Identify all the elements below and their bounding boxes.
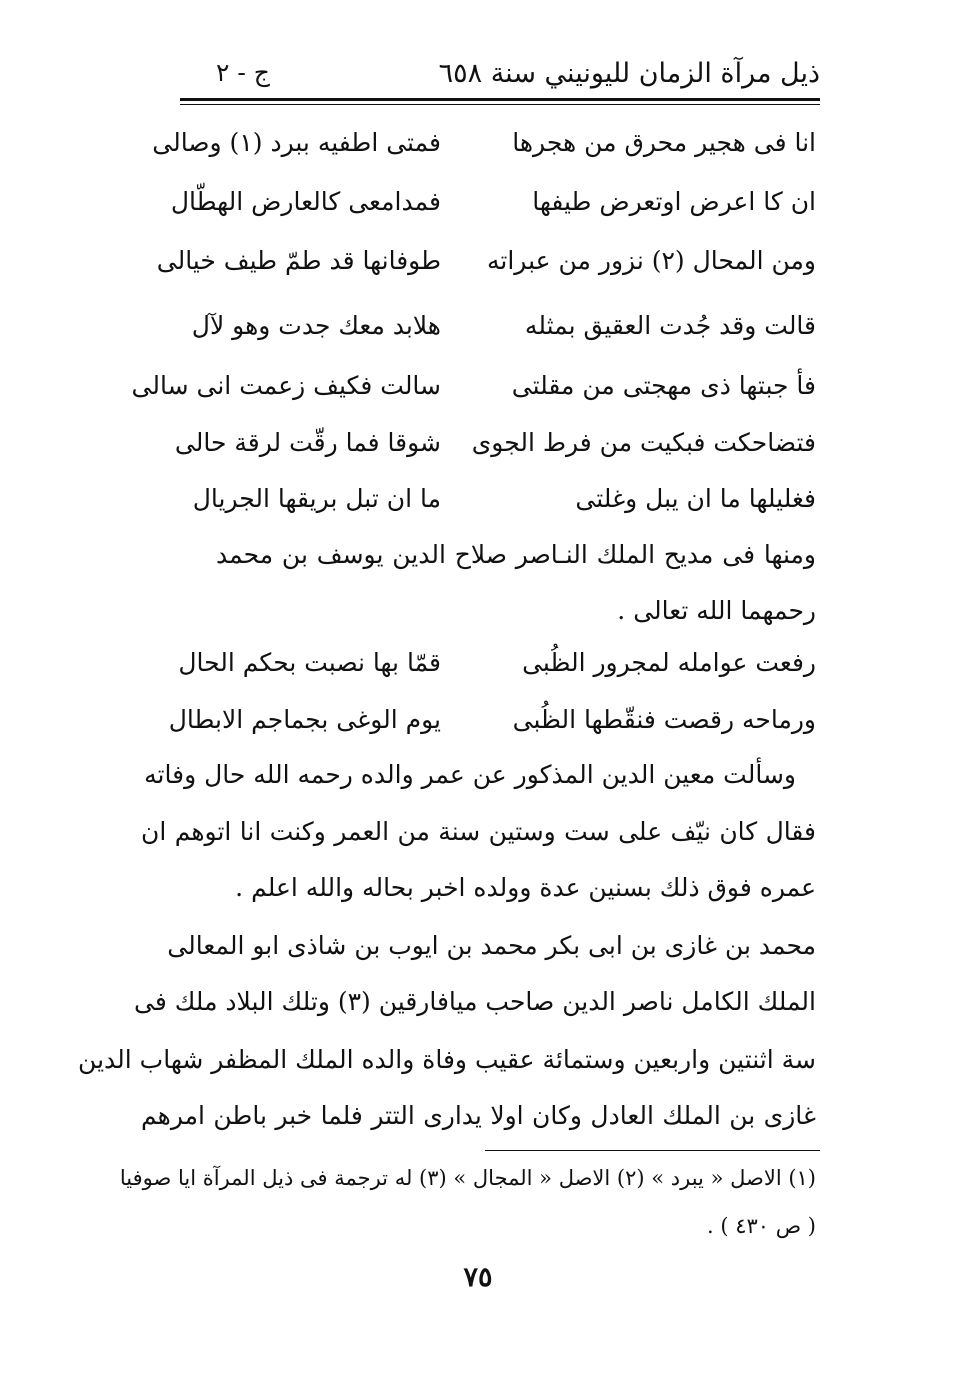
- paragraph2-line-1: محمد بن غازى بن ابى بكر محمد بن ايوب بن شاذى ابو المعالى: [167, 931, 816, 960]
- header-rule: [180, 98, 820, 101]
- paragraph1-line-3: عمره فوق ذلك بسنين عدة وولده اخبر بحاله والله اعلم .: [235, 873, 816, 902]
- poem1-verse-6-first-hemistich: فتضاحكت فبكيت من فرط الجوى: [471, 428, 816, 457]
- poem1-verse-7-first-hemistich: فغليلها ما ان يبل وغلتى: [575, 484, 816, 513]
- running-header: [180, 50, 820, 96]
- footnote-line-2: ( ص ٤٣٠ ) .: [707, 1214, 816, 1238]
- footnote-line-1: (١) الاصل « يبرد » (٢) الاصل « المجال » (٣) له ترجمة فى ذيل المرآة ايا صوفيا: [119, 1166, 816, 1190]
- poem1-verse-5-first-hemistich: فأ جبتها ذى مهجتى من مقلتى: [511, 371, 816, 400]
- poem1-verse-4-first-hemistich: قالت وقد جُدت العقيق بمثله: [524, 311, 816, 340]
- poem1-verse-4-second-hemistich: هلابد معك جدت وهو لآل: [191, 311, 441, 340]
- poem1-verse-2-first-hemistich: ان كا اعرض اوتعرض طيفها: [532, 187, 816, 216]
- poem2-intro-line-1: ومنها فى مديح الملك النـاصر صلاح الدين يوسف بن محمد: [216, 540, 816, 569]
- poem2-verse-1-first-hemistich: رفعت عوامله لمجرور الظُبى: [522, 648, 816, 677]
- poem2-intro-line-2: رحمهما الله تعالى .: [617, 596, 816, 625]
- page-number: ٧٥: [463, 1262, 493, 1293]
- poem1-verse-6-second-hemistich: شوقا فما رقّت لرقة حالى: [174, 428, 441, 457]
- poem2-verse-2-second-hemistich: يوم الوغى بجماجم الابطال: [168, 705, 441, 734]
- poem1-verse-5-second-hemistich: سالت فكيف زعمت انى سالى: [131, 371, 441, 400]
- poem1-verse-1-second-hemistich: فمتى اطفيه ببرد (١) وصالى: [152, 128, 441, 157]
- footnote-rule: [485, 1150, 820, 1151]
- poem1-verse-7-second-hemistich: ما ان تبل بريقها الجريال: [192, 484, 441, 513]
- paragraph2-line-2: الملك الكامل ناصر الدين صاحب ميافارقين (٣) وتلك البلاد ملك فى: [134, 987, 816, 1016]
- paragraph2-line-4: غازى بن الملك العادل وكان اولا يدارى التتر فلما خبر باطن امرهم: [141, 1101, 816, 1130]
- volume-label: ج - ٢: [216, 58, 270, 87]
- poem1-verse-3-first-hemistich: ومن المحال (٢) نزور من عبراته: [487, 246, 816, 275]
- poem1-verse-1-first-hemistich: انا فى هجير محرق من هجرها: [512, 128, 816, 157]
- poem1-verse-3-second-hemistich: طوفانها قد طمّ طيف خيالى: [156, 246, 441, 275]
- header-rule-thin: [180, 104, 820, 105]
- poem2-verse-2-first-hemistich: ورماحه رقصت فنقّطها الظُبى: [512, 705, 816, 734]
- running-title: ذيل مرآة الزمان لليونيني سنة ٦٥٨: [438, 58, 820, 89]
- paragraph1-line-2: فقال كان نيّف على ست وستين سنة من العمر وكنت انا اتوهم ان: [141, 817, 816, 846]
- paragraph1-line-1: وسألت معين الدين المذكور عن عمر والده رحمه الله حال وفاته: [144, 760, 796, 789]
- poem1-verse-2-second-hemistich: فمدامعى كالعارض الهطّال: [170, 187, 441, 216]
- paragraph2-line-3: سة اثنتين واربعين وستمائة عقيب وفاة والده الملك المظفر شهاب الدين: [78, 1045, 816, 1074]
- poem2-verse-1-second-hemistich: قمّا بها نصبت بحكم الحال: [178, 648, 441, 677]
